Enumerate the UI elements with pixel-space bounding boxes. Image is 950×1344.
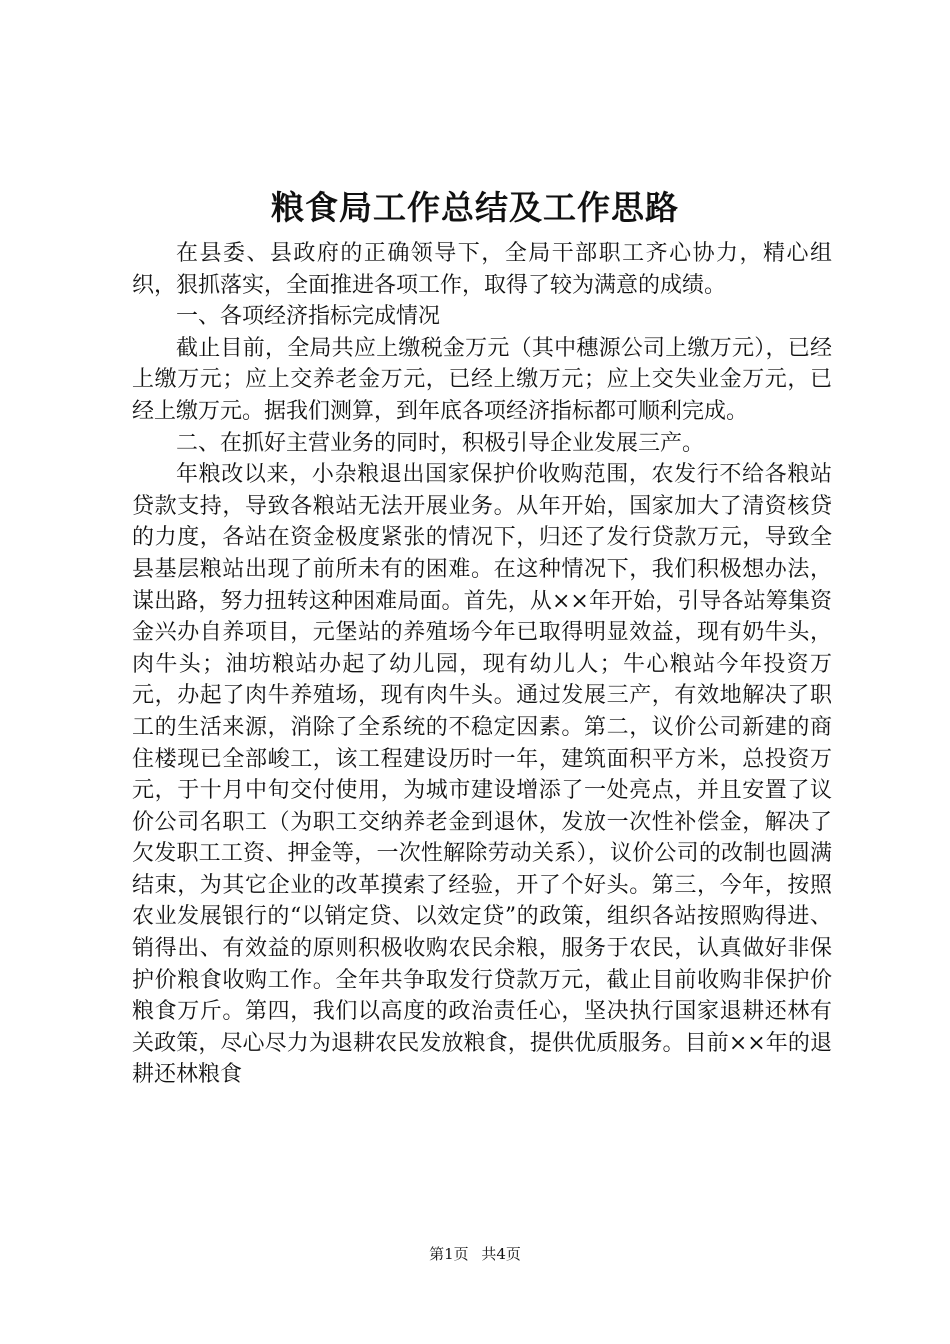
document-title: 粮食局工作总结及工作思路 [271,188,679,227]
section-heading-1: 一、各项经济指标完成情况 [176,304,441,330]
document-body [132,238,832,1091]
section-heading-2: 二、在抓好主营业务的同时，积极引导企业发展三产。 [176,430,705,456]
page-total: 共4页 [481,1245,521,1263]
page-number: 第1页 [429,1245,469,1263]
paragraph-economic-indicators: 截止目前，全局共应上缴税金万元（其中穗源公司上缴万元），已经上缴万元；应上交养老金万元，已经上缴万元；应上交失业金万元，已经上缴万元。据我们测算，到年底各项经济指标都可顺利完成。 [132,335,832,424]
paragraph-intro: 在县委、县政府的正确领导下，全局干部职工齐心协力，精心组织，狠抓落实，全面推进各项工作，取得了较为满意的成绩。 [132,241,832,298]
paragraph-tertiary-industry: 年粮改以来，小杂粮退出国家保护价收购范围，农发行不给各粮站贷款支持，导致各粮站无法开展业务。从年开始，国家加大了清资核贷的力度，各站在资金极度紧张的情况下，归还了发行贷款万元，导致全县基层粮站出现了前所未有的困难。在这种情况下，我们积极想办法，谋出路，努力扭转这种困难局面。首先，从××年开始，引导各站筹集资金兴办自养项目，元堡站的养殖场今年已取得明显效益，现有奶牛头，肉牛头；油坊粮站办起了幼儿园，现有幼儿人；牛心粮站今年投资万元，办起了肉牛养殖场，现有肉牛头。通过发展三产，有效地解决了职工的生活来源，消除了全系统的不稳定因素。第二，议价公司新建的商住楼现已全部峻工，该工程建设历时一年，建筑面积平方米，总投资万元，于十月中旬交付使用，为城市建设增添了一处亮点，并且安置了议价公司名职工（为职工交纳养老金到退休，发放一次性补偿金，解决了欠发职工工资、押金等，一次性解除劳动关系），议价公司的改制也圆满结束，为其它企业的改革摸索了经验，开了个好头。第三，今年，按照农业发展银行的“以销定贷、以效定贷”的政策，组织各站按照购得进、销得出、有效益的原则积极收购农民余粮，服务于农民，认真做好非保护价粮食收购工作。全年共争取发行贷款万元，截止目前收购非保护价粮食万斤。第四，我们以高度的政治责任心，坚决执行国家退耕还林有关政策，尽心尽力为退耕农民发放粮食，提供优质服务。目前××年的退耕还林粮食 [132,462,832,1088]
page-footer [0,1244,950,1264]
